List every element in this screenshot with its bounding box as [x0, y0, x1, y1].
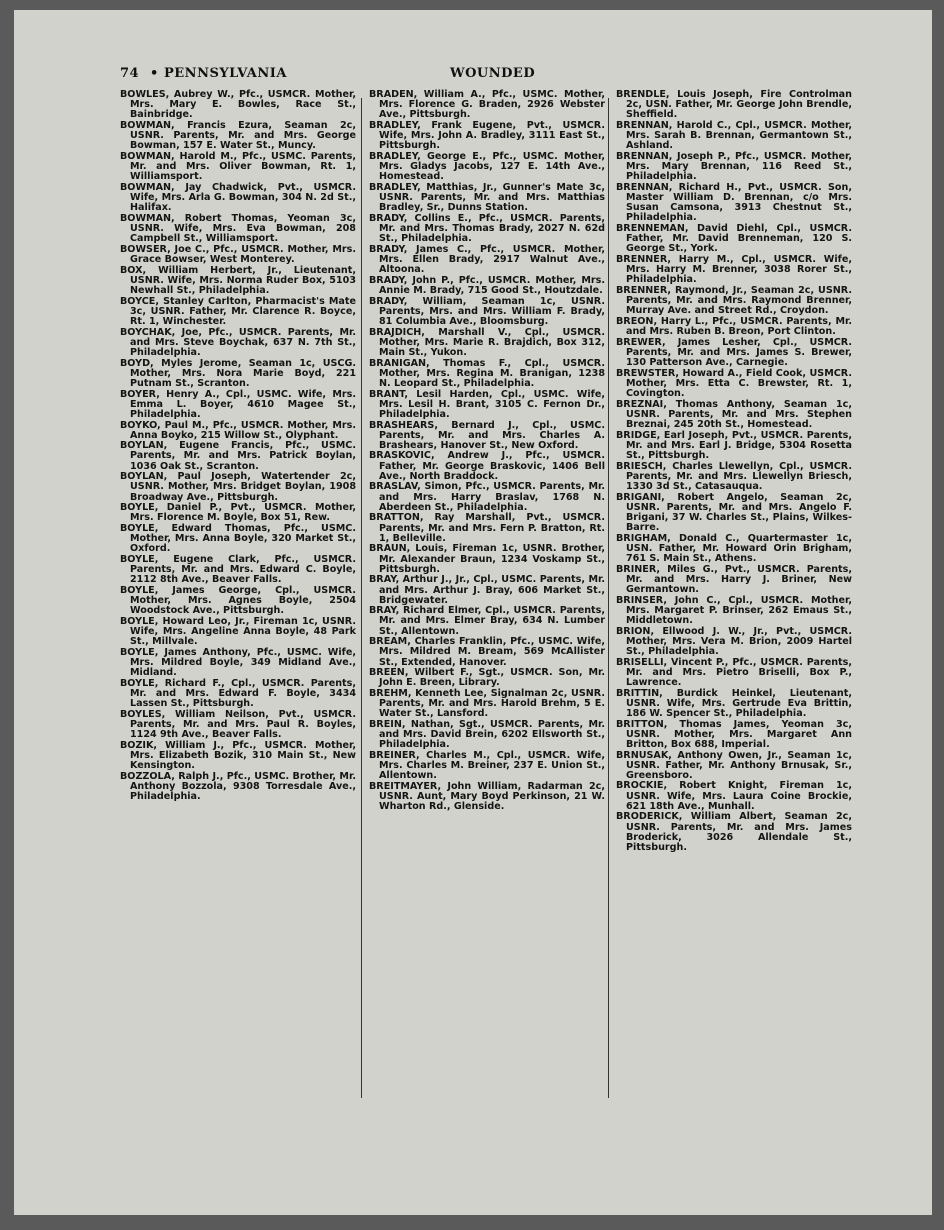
list-item: BRAY, Arthur J., Jr., Cpl., USMC. Parents, Mr. and Mrs. Arthur J. Bray, 606 Market St., Bridgewater.: [369, 574, 605, 606]
list-item: BREWSTER, Howard A., Field Cook, USMCR. Mother, Mrs. Etta C. Brewster, Rt. 1, Covington.: [616, 367, 852, 400]
list-item: BREZNAI, Thomas Anthony, Seaman 1c, USNR. Parents, Mr. and Mrs. Stephen Breznai, 245 20th St., Homestead.: [616, 398, 852, 430]
list-item: BRADY, James C., Pfc., USMCR. Mother, Mrs. Ellen Brady, 2917 Walnut Ave., Altoona.: [369, 243, 605, 276]
list-item: BRIGHAM, Donald C., Quartermaster 1c, USN. Father, Mr. Howard Orin Brigham, 761 S. Main St., Athens.: [616, 532, 852, 565]
list-item: BROCKIE, Robert Knight, Fireman 1c, USNR. Wife, Mrs. Laura Coine Brockie, 621 18th Ave., Munhall.: [616, 780, 852, 812]
list-item: BRASLAV, Simon, Pfc., USMCR. Parents, Mr. and Mrs. Harry Braslav, 1768 N. Aberdeen St., Philadelphia.: [369, 481, 605, 513]
list-item: BRIGANI, Robert Angelo, Seaman 2c, USNR. Parents, Mr. and Mrs. Angelo F. Brigani, 37 W. Charles St., Plains, Wilkes-Barre.: [616, 491, 852, 534]
list-item: BREEN, Wilbert F., Sgt., USMCR. Son, Mr. John E. Breen, Library.: [369, 667, 605, 689]
list-item: BOWMAN, Jay Chadwick, Pvt., USMCR. Wife, Mrs. Arla G. Bowman, 304 N. 2d St., Halifax.: [120, 181, 356, 214]
column-divider: [361, 98, 362, 1098]
list-item: BOZIK, William J., Pfc., USMCR. Mother, Mrs. Elizabeth Bozik, 310 Main St., New Kensington.: [120, 739, 356, 772]
list-item: BOYCE, Stanley Carlton, Pharmacist's Mate 3c, USNR. Father, Mr. Clarence R. Boyce, Rt. 1, Winchester.: [120, 295, 356, 327]
column-2: [369, 90, 605, 813]
list-item: BREIN, Nathan, Sgt., USMCR. Parents, Mr. and Mrs. David Brein, 6202 Ellsworth St., Philadelphia.: [369, 719, 605, 751]
list-item: BRAY, Richard Elmer, Cpl., USMCR. Parents, Mr. and Mrs. Elmer Bray, 634 N. Lumber St., Allentown.: [369, 605, 605, 637]
list-item: BOYKO, Paul M., Pfc., USMCR. Mother, Mrs. Anna Boyko, 215 Willow St., Olyphant.: [120, 419, 356, 441]
header-state: PENNSYLVANIA: [164, 66, 287, 81]
list-item: BRINER, Miles G., Pvt., USMCR. Parents, Mr. and Mrs. Harry J. Briner, New Germantown.: [616, 563, 852, 595]
list-item: BREWER, James Lesher, Cpl., USMCR. Parents, Mr. and Mrs. James S. Brewer, 130 Patterson Ave., Carnegie.: [616, 336, 852, 369]
list-item: BOYLE, James George, Cpl., USMCR. Mother, Mrs. Agnes Boyle, 2504 Woodstock Ave., Pittsburgh.: [120, 585, 356, 617]
list-item: BRIDGE, Earl Joseph, Pvt., USMCR. Parents, Mr. and Mrs. Earl J. Bridge, 5304 Rosetta St., Pittsburgh.: [616, 429, 852, 461]
list-item: BREON, Harry L., Pfc., USMCR. Parents, Mr. and Mrs. Ruben B. Breon, Port Clinton.: [616, 315, 852, 338]
list-item: BRODERICK, William Albert, Seaman 2c, USNR. Parents, Mr. and Mrs. James Broderick, 3026 Allendale St., Pittsburgh.: [616, 811, 852, 853]
list-item: BOYLE, Daniel P., Pvt., USMCR. Mother, Mrs. Florence M. Boyle, Box 51, Rew.: [120, 502, 356, 524]
list-item: BOYLE, James Anthony, Pfc., USMC. Wife, Mrs. Mildred Boyle, 349 Midland Ave., Midland.: [120, 646, 356, 679]
list-item: BOWSER, Joe C., Pfc., USMCR. Mother, Mrs. Grace Bowser, West Monterey.: [120, 243, 356, 265]
list-item: BRANIGAN, Thomas F., Cpl., USMCR. Mother, Mrs. Regina M. Branigan, 1238 N. Leopard St., Philadelphia.: [369, 357, 605, 389]
page-number: 74: [120, 66, 140, 81]
list-item: BRIESCH, Charles Llewellyn, Cpl., USMCR. Parents, Mr. and Mrs. Llewellyn Briesch, 1330 3d St., Catasauqua.: [616, 460, 852, 492]
list-item: BOYCHAK, Joe, Pfc., USMCR. Parents, Mr. and Mrs. Steve Boychak, 637 N. 7th St., Philadelphia.: [120, 326, 356, 358]
list-item: BRENNER, Harry M., Cpl., USMCR. Wife, Mrs. Harry M. Brenner, 3038 Rorer St., Philadelphia.: [616, 254, 852, 286]
list-item: BRNUSAK, Anthony Owen, Jr., Seaman 1c, USNR. Father, Mr. Anthony Brnusak, Sr., Greensboro.: [616, 749, 852, 781]
header-section: WOUNDED: [450, 66, 536, 81]
list-item: BOX, William Herbert, Jr., Lieutenant, USNR. Wife, Mrs. Norma Ruder Box, 5103 Newhall St., Philadelphia.: [120, 264, 356, 296]
list-item: BOWLES, Aubrey W., Pfc., USMCR. Mother, Mrs. Mary E. Bowles, Race St., Bainbridge.: [120, 89, 356, 121]
list-item: BRADEN, William A., Pfc., USMC. Mother, Mrs. Florence G. Braden, 2926 Webster Ave., Pittsburgh.: [369, 89, 605, 121]
list-item: BRION, Ellwood J. W., Jr., Pvt., USMCR. Mother, Mrs. Vera M. Brion, 2009 Hartel St., Philadelphia.: [616, 625, 852, 657]
list-item: BRENNEMAN, David Diehl, Cpl., USMCR. Father, Mr. David Brenneman, 120 S. George St., York.: [616, 223, 852, 255]
list-item: BRAJDICH, Marshall V., Cpl., USMCR. Mother, Mrs. Marie R. Brajdich, Box 312, Main St., Yukon.: [369, 326, 605, 358]
list-item: BRASKOVIC, Andrew J., Pfc., USMCR. Father, Mr. George Braskovic, 1406 Bell Ave., North Braddock.: [369, 450, 605, 482]
list-item: BOYLAN, Eugene Francis, Pfc., USMC. Parents, Mr. and Mrs. Patrick Boylan, 1036 Oak St., Scranton.: [120, 440, 356, 472]
list-item: BRITTON, Thomas James, Yeoman 3c, USNR. Mother, Mrs. Margaret Ann Britton, Box 688, Imperial.: [616, 718, 852, 750]
list-item: BRENDLE, Louis Joseph, Fire Controlman 2c, USN. Father, Mr. George John Brendle, Sheffield.: [616, 89, 852, 121]
list-item: BOYD, Myles Jerome, Seaman 1c, USCG. Mother, Mrs. Nora Marie Boyd, 221 Putnam St., Scranton.: [120, 357, 356, 389]
column-1: [120, 90, 356, 803]
list-item: BRENNAN, Richard H., Pvt., USMCR. Son, Master William D. Brennan, c/o Mrs. Susan Camsona, 3913 Chestnut St., Philadelphia.: [616, 181, 852, 224]
list-item: BREAM, Charles Franklin, Pfc., USMC. Wife, Mrs. Mildred M. Bream, 569 McAllister St., Extended, Hanover.: [369, 636, 605, 668]
list-item: BOYLAN, Paul Joseph, Watertender 2c, USNR. Mother, Mrs. Bridget Boylan, 1908 Broadway Ave., Pittsburgh.: [120, 471, 356, 503]
list-item: BRENNAN, Joseph P., Pfc., USMCR. Mother, Mrs. Mary Brennan, 116 Reed St., Philadelphia.: [616, 150, 852, 183]
list-item: BOYLE, Howard Leo, Jr., Fireman 1c, USNR. Wife, Mrs. Angeline Anna Boyle, 48 Park St., Millvale.: [120, 615, 356, 648]
list-item: BRITTIN, Burdick Heinkel, Lieutenant, USNR. Wife, Mrs. Gertrude Eva Brittin, 186 W. Spencer St., Philadelphia.: [616, 687, 852, 719]
list-item: BRADLEY, George E., Pfc., USMC. Mother, Mrs. Gladys Jacobs, 127 E. 14th Ave., Homestead.: [369, 150, 605, 183]
list-item: BRENNER, Raymond, Jr., Seaman 2c, USNR. Parents, Mr. and Mrs. Raymond Brenner, Murray Ave. and Street Rd., Croydon.: [616, 284, 852, 317]
list-item: BRADY, William, Seaman 1c, USNR. Parents, Mrs. and Mrs. William F. Brady, 81 Columbia Ave., Bloomsburg.: [369, 295, 605, 327]
list-item: BRASHEARS, Bernard J., Cpl., USMC. Parents, Mr. and Mrs. Charles A. Brashears, Hanover St., New Oxford.: [369, 419, 605, 451]
list-item: BREHM, Kenneth Lee, Signalman 2c, USNR. Parents, Mr. and Mrs. Harold Brehm, 5 E. Water St., Lansford.: [369, 688, 605, 720]
list-item: BOWMAN, Harold M., Pfc., USMC. Parents, Mr. and Mrs. Oliver Bowman, Rt. 1, Williamsport.: [120, 150, 356, 183]
list-item: BRENNAN, Harold C., Cpl., USMCR. Mother, Mrs. Sarah B. Brennan, Germantown St., Ashland.: [616, 119, 852, 152]
list-item: BRAUN, Louis, Fireman 1c, USNR. Brother, Mr. Alexander Braun, 1234 Voskamp St., Pittsburgh.: [369, 543, 605, 575]
list-item: BRADLEY, Frank Eugene, Pvt., USMCR. Wife, Mrs. John A. Bradley, 3111 East St., Pittsburgh.: [369, 119, 605, 152]
list-item: BOWMAN, Robert Thomas, Yeoman 3c, USNR. Wife, Mrs. Eva Bowman, 208 Campbell St., Williamsport.: [120, 212, 356, 245]
list-item: BRINSER, John C., Cpl., USMCR. Mother, Mrs. Margaret P. Brinser, 262 Emaus St., Middletown.: [616, 594, 852, 626]
list-item: BRISELLI, Vincent P., Pfc., USMCR. Parents, Mr. and Mrs. Pietro Briselli, Box P., Lawrence.: [616, 656, 852, 688]
list-item: BRANT, Lesil Harden, Cpl., USMC. Wife, Mrs. Lesil H. Brant, 3105 C. Fernon Dr., Philadelphia.: [369, 388, 605, 420]
list-item: BOYLE, Edward Thomas, Pfc., USMC. Mother, Mrs. Anna Boyle, 320 Market St., Oxford.: [120, 523, 356, 555]
list-item: BOZZOLA, Ralph J., Pfc., USMC. Brother, Mr. Anthony Bozzola, 9308 Torresdale Ave., Philadelphia.: [120, 770, 356, 803]
column-3: [616, 90, 852, 854]
list-item: BOYLE, Eugene Clark, Pfc., USMCR. Parents, Mr. and Mrs. Edward C. Boyle, 2112 8th Ave., Beaver Falls.: [120, 554, 356, 586]
list-item: BRATTON, Ray Marshall, Pvt., USMCR. Parents, Mr. and Mrs. Fern P. Bratton, Rt. 1, Belleville.: [369, 512, 605, 544]
list-item: BOYLE, Richard F., Cpl., USMCR. Parents, Mr. and Mrs. Edward F. Boyle, 3434 Lassen St., Pittsburgh.: [120, 677, 356, 710]
list-item: BRADLEY, Matthias, Jr., Gunner's Mate 3c, USNR. Parents, Mr. and Mrs. Matthias Bradley, Sr., Dunns Station.: [369, 181, 605, 214]
column-divider: [608, 98, 609, 1098]
list-item: BOWMAN, Francis Ezura, Seaman 2c, USNR. Parents, Mr. and Mrs. George Bowman, 157 E. Water St., Muncy.: [120, 119, 356, 152]
list-item: BOYLES, William Neilson, Pvt., USMCR. Parents, Mr. and Mrs. Paul R. Boyles, 1124 9th Ave., Beaver Falls.: [120, 708, 356, 741]
list-item: BREINER, Charles M., Cpl., USMCR. Wife, Mrs. Charles M. Breiner, 237 E. Union St., Allentown.: [369, 750, 605, 782]
list-item: BOYER, Henry A., Cpl., USMC. Wife, Mrs. Emma L. Boyer, 4610 Magee St., Philadelphia.: [120, 388, 356, 420]
list-item: BRADY, Collins E., Pfc., USMCR. Parents, Mr. and Mrs. Thomas Brady, 2027 N. 62d St., Philadelphia.: [369, 212, 605, 245]
list-item: BREITMAYER, John William, Radarman 2c, USNR. Aunt, Mary Boyd Perkinson, 21 W. Wharton Rd., Glenside.: [369, 780, 605, 813]
page-header: [120, 66, 860, 86]
header-bullet: •: [150, 66, 159, 81]
list-item: BRADY, John P., Pfc., USMCR. Mother, Mrs. Annie M. Brady, 715 Good St., Houtzdale.: [369, 274, 605, 296]
document-page: [14, 10, 932, 1215]
